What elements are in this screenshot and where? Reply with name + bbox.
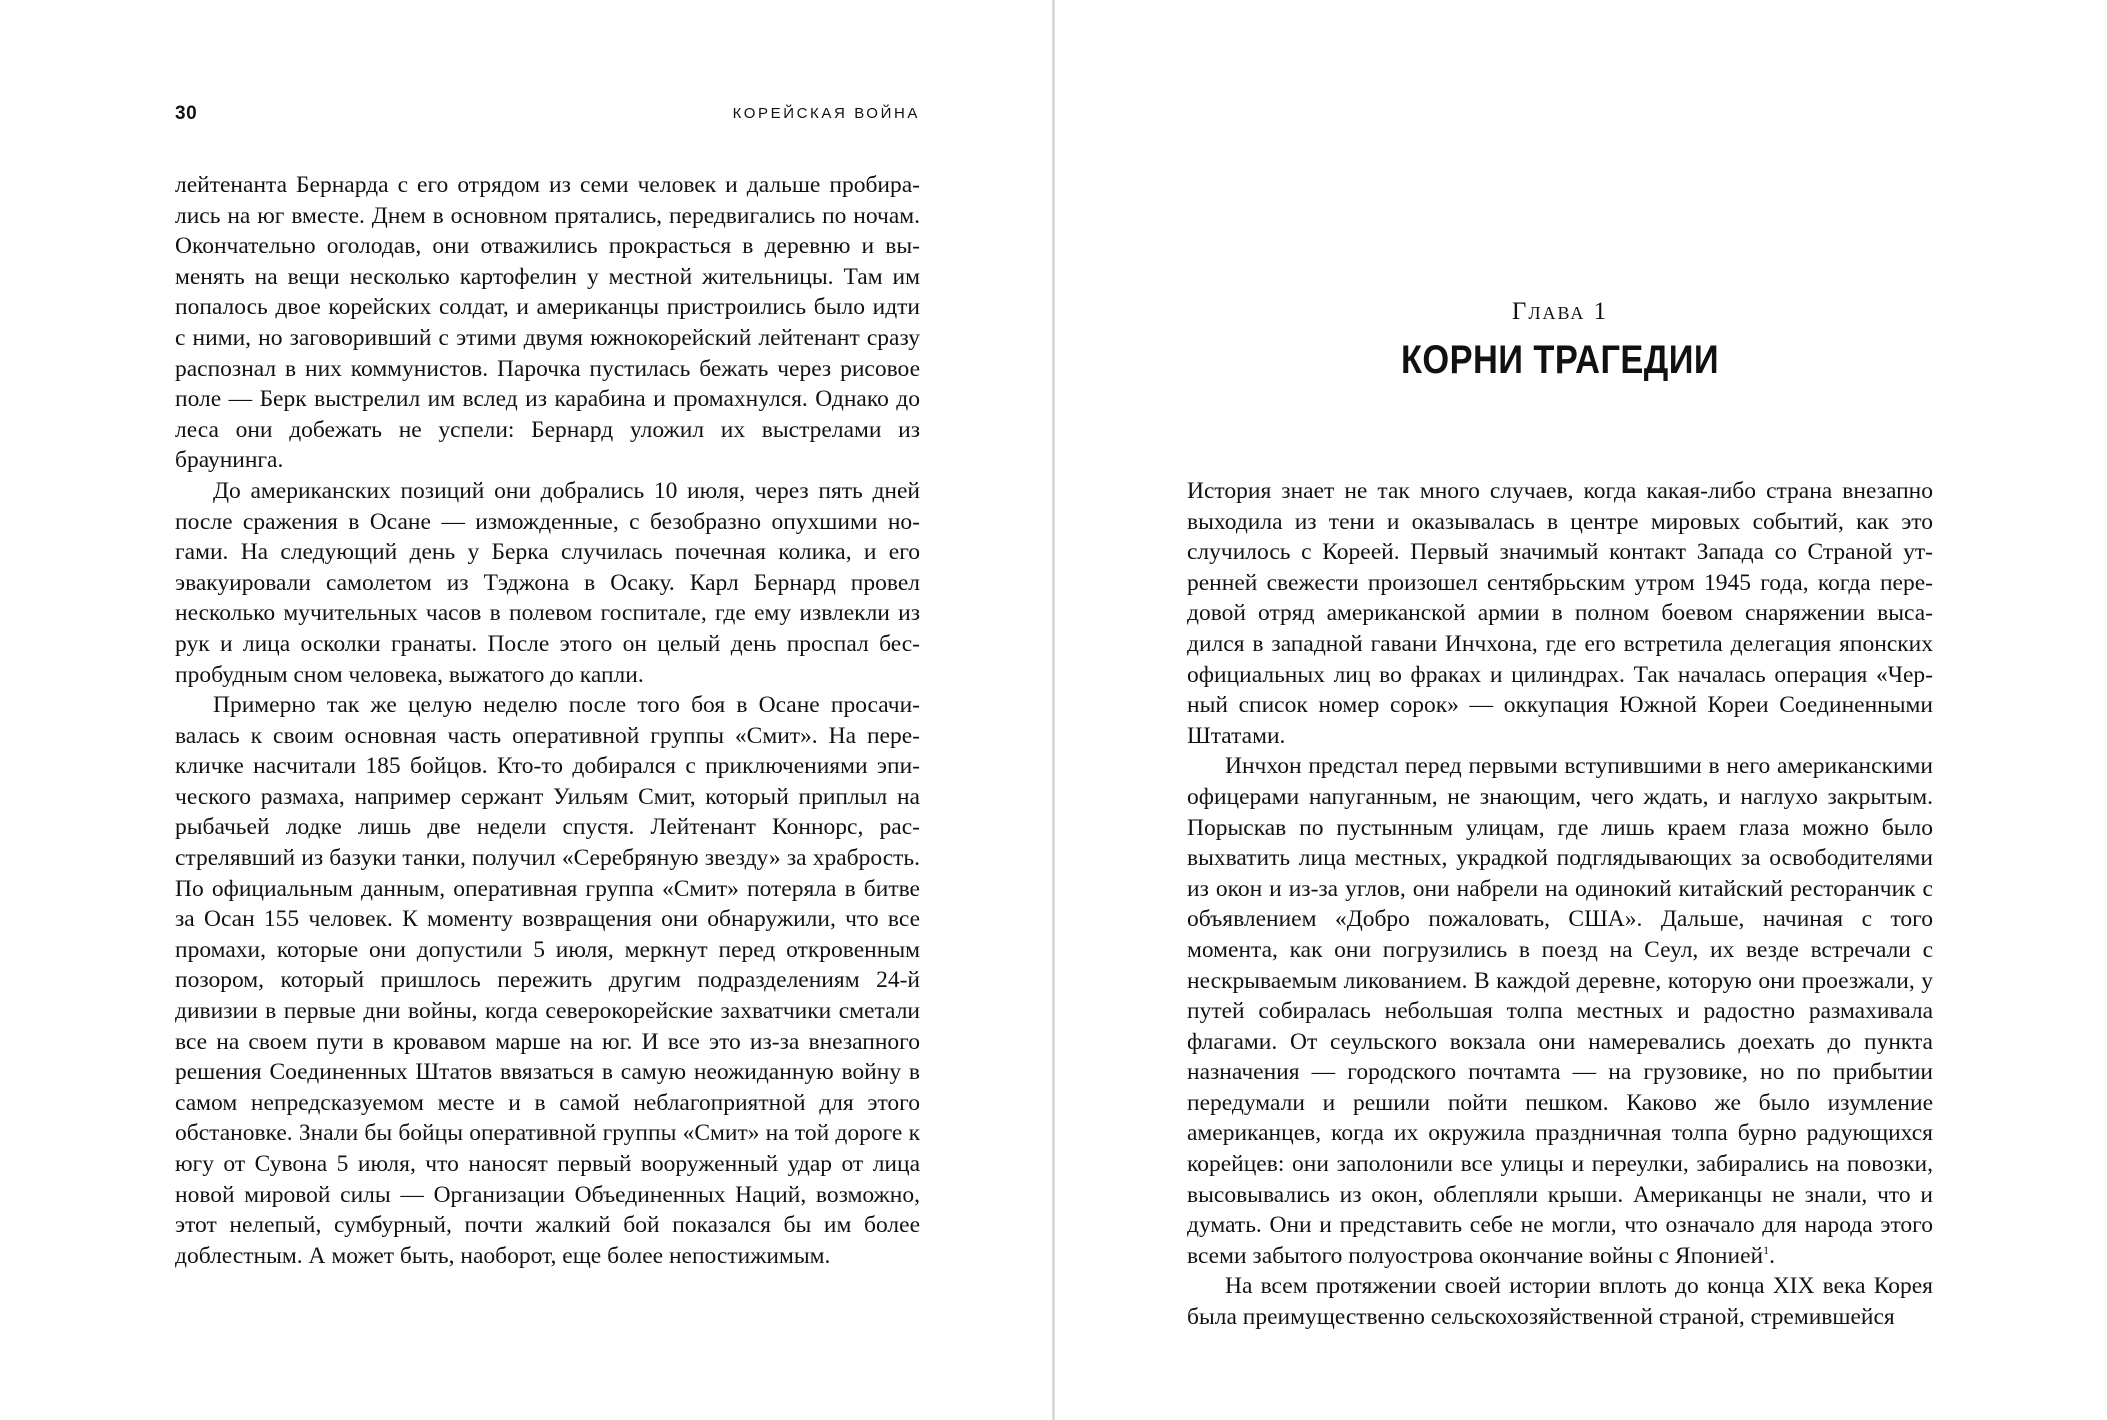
chapter-title: КОРНИ ТРАГЕДИИ	[1400, 338, 1720, 382]
left-page	[0, 0, 1052, 1420]
body-paragraph: На всем протяжении своей истории вплоть до конца XIX века Корея была преимущественно сельскохозяйственной страной, стремившейся	[1187, 1273, 1933, 1331]
body-paragraph: Примерно так же целую неделю после того боя в Осане просачивалась к своим основная часть оперативной группы «Смит». На перекличке насчитали 185 бойцов. Кто-то добирался с приключениями эпического размаха, например сержант Уильям Смит, который приплыл на рыбачьей лодке лишь две недели спустя. Лейтенант Коннорс, расстрелявший из базуки танки, получил «Серебряную звезду» за храбрость. По официальным данным, оперативная группа «Смит» потеряла в битве за Осан 155 человек. К моменту возвращения они обнаружили, что все промахи, которые они допустили 5 июля, меркнут перед откровенным позором, который пришлось пережить другим подразделениям 24-й дивизии в первые дни войны, когда северокорейские захватчики сметали все на своем пути в кровавом марше на юг. И все это из-за внезапного решения Соединенных Штатов ввязаться в самую неожиданную войну в самом непредсказуемом месте и в самой неблагоприятной для этого обстановке. Знали бы бойцы оперативной группы «Смит» на той дороге к югу от Сувона 5 июля, что наносят первый вооруженный удар от лица новой мировой силы — Организации Объединенных Наций, возможно, этот нелепый, сумбурный, почти жалкий бой показался бы им более доблестным. А может быть, наоборот, еще более непостижимым.	[175, 692, 920, 1269]
body-paragraph: История знает не так много случаев, когда какая-либо страна внезапно выходила из тени и оказывалась в центре мировых событий, как это случилось с Кореей. Первый значимый контакт Запада со Страной утренней свежести произошел сентябрьским утром 1945 года, когда передовой отряд американской армии в полном боевом снаряжении высадился в западной гавани Инчхона, где его встретила делегация японских официальных лиц во фраках и цилиндрах. Так началась операция «Черный список номер сорок» — оккупация Южной Кореи Соединенными Штатами.	[1187, 478, 1933, 749]
body-paragraph-with-footnote: Инчхон предстал перед первыми вступившими в него американскими офицерами напуганным, не знающим, чего ждать, и наглухо закрытым. Порыскав по пустынным улицам, где лишь краем глаза можно было выхватить лица местных, украдкой подглядывающих за освободителями из окон и из-за углов, они набрели на одинокий китайский ресторанчик с объявлением «Добро пожаловать, США». Дальше, начиная с того момента, как они погрузились в поезд на Сеул, их везде встречали с нескрываемым ликованием. В каждой деревне, которую они проезжали, у путей собиралась небольшая толпа местных и радостно размахивала флагами. От сеульского вокзала они намеревались доехать до пункта назначения — городского почтамта — на грузовике, но по прибытии передумали и решили пойти пешком. Каково же было изумление американцев, когда их окружила праздничная толпа бурно радующихся корейцев: они заполонили все улицы и переулки, забирались на повозки, высовывались из окон, облепляли крыши. Американцы не знали, что и думать. Они и представить себе не могли, что означало для народа этого всеми забытого полуострова окончание войны с Японией$^1$.	[1187, 753, 1933, 1269]
chapter-label: Глава 1	[1511, 298, 1609, 325]
body-paragraph: лейтенанта Бернарда с его отрядом из семи человек и дальше пробирались на юг вместе. Днем в основном прятались, передвигались по ночам. Окончательно оголодав, они отважились прокрасться в деревню и выменять на вещи несколько картофелин у местной жительницы. Там им попалось двое корейских солдат, и американцы пристроились было идти с ними, но заговоривший с этими двумя южнокорейский лейтенант сразу распознал в них коммунистов. Парочка пустилась бежать через рисовое поле — Берк выстрелил им вслед из карабина и промахнулся. Однако до леса они добежать не успели: Бернард уложил их выстрелами из браунинга.	[175, 172, 920, 474]
running-head: КОРЕЙСКАЯ ВОЙНА	[732, 105, 920, 122]
body-paragraph: До американских позиций они добрались 10 июля, через пять дней после сражения в Осане — изможденные, с безобразно опухшими ногами. На следующий день у Берка случилась почечная колика, и его эвакуировали самолетом из Тэджона в Осаку. Карл Бернард провел несколько мучительных часов в полевом госпитале, где ему извлекли из рук и лица осколки гранаты. После этого он целый день проспал беспробудным сном человека, выжатого до капли.	[175, 477, 920, 688]
footnote-reference[interactable]: 1	[1763, 1243, 1770, 1258]
left-page-body	[175, 170, 920, 1271]
paragraph-text: Инчхон предстал перед первыми вступившими в него американскими офицерами напуганным, не знающим, чего ждать, и наглухо закрытым. Порыскав по пустынным улицам, где лишь краем глаза можно было выхватить лица местных, украдкой подглядывающих за освободителями из окон и из-за углов, они набрели на одинокий китайский ресторанчик с объявлением «Добро пожаловать, США». Дальше, начиная с того момента, как они погрузились в поезд на Сеул, их везде встречали с нескрываемым ликованием. В каждой деревне, которую они проезжали, у путей собиралась небольшая толпа местных и радостно размахивала флагами. От сеульского вокзала они намеревались доехать до пункта назначения — городского почтамта — на грузовике, но по прибытии передумали и решили пойти пешком. Каково же было изумление американцев, когда их окружила праздничная толпа бурно радующихся корейцев: они заполонили все улицы и переулки, забирались на повозки, высовывались из окон, облепляли крыши. Американцы не знали, что и думать. Они и представить себе не могли, что означало для народа этого всеми забытого полуострова окончание войны с Японией	[1187, 753, 1933, 1269]
right-page	[1055, 0, 2107, 1420]
right-page-body	[1187, 476, 1933, 1333]
page-number: 30	[175, 103, 198, 124]
